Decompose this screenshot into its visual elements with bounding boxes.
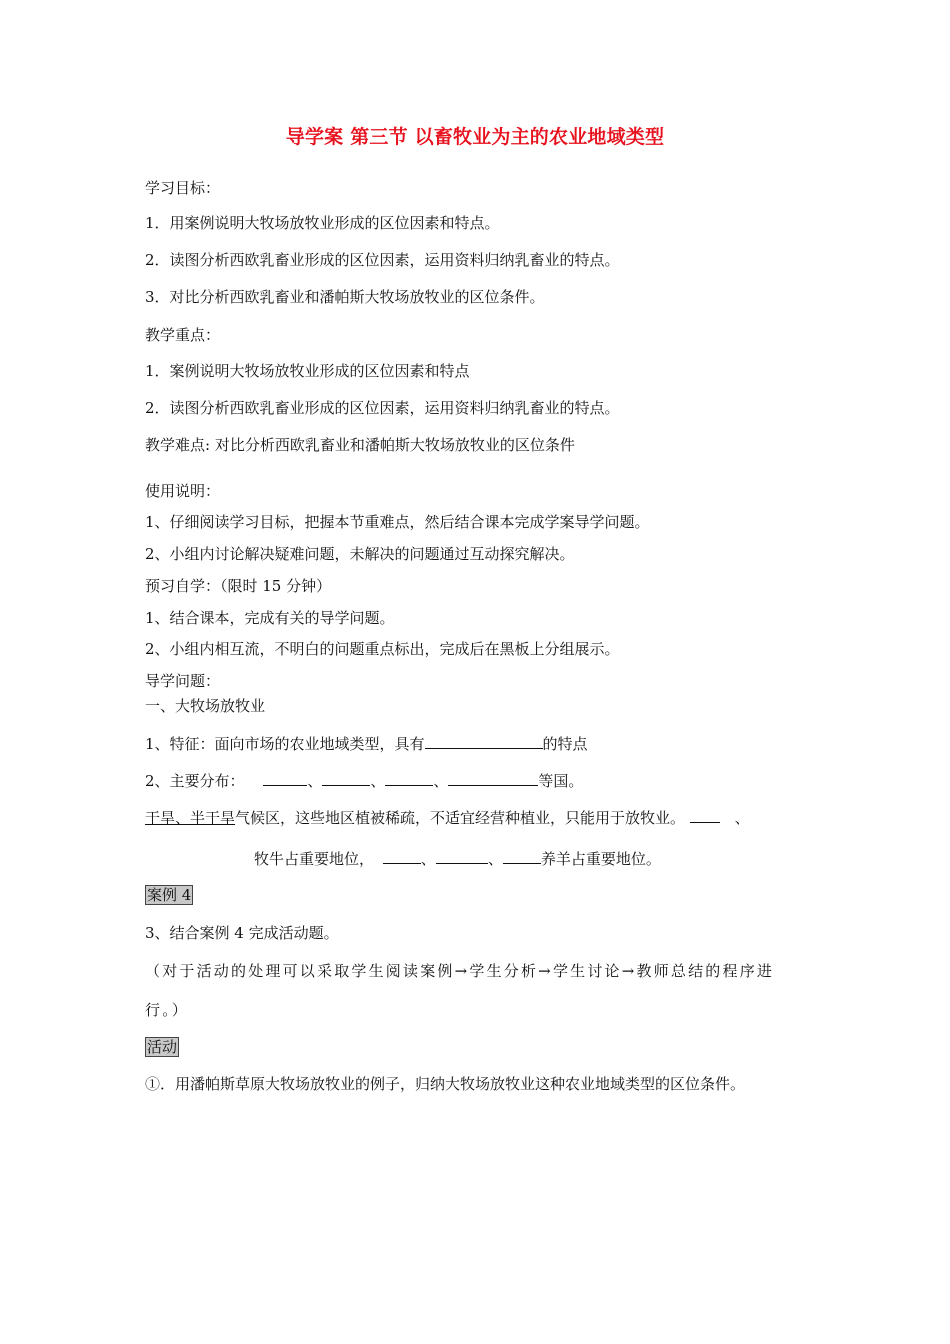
livestock-blank-1[interactable] [383,847,421,864]
feature-text-end: 的特点 [542,735,588,753]
activity-label: 活动 [147,1038,178,1056]
usage-item: 1、仔细阅读学习目标，把握本节重难点，然后结合课本完成学案导学问题。 [145,513,650,531]
arid-blank[interactable] [690,806,720,823]
sheep-text: 养羊占重要地位。 [540,850,661,868]
separator: 、 [734,809,750,827]
activity-note: （对于活动的处理可以采取学生阅读案例→学生分析→学生讨论→教师总结的程序进 [145,962,775,980]
separator: 、 [307,772,323,790]
distribution-question [145,769,583,791]
feature-answer-blank[interactable] [425,732,543,749]
distribution-blank-3[interactable] [385,769,433,786]
objectives-heading: 学习目标： [145,179,221,197]
section-heading: 一、大牧场放牧业 [145,697,266,715]
separator: 、 [433,772,449,790]
cattle-text: 牧牛占重要地位， [254,850,375,868]
feature-text: 1、特征：面向市场的农业地域类型，具有 [145,735,425,753]
separator: 、 [370,772,386,790]
guide-heading: 导学问题： [145,672,221,690]
key-points-heading: 教学重点： [145,326,221,344]
question-3: 3、结合案例 4 完成活动题。 [145,924,339,942]
arid-climate-term: 干旱、半干旱 [145,809,236,827]
activity-label-line [145,1037,179,1057]
feature-question [145,732,588,754]
activity-note-cont: 行。） [145,1001,190,1019]
separator: 、 [487,850,503,868]
preview-item: 2、小组内相互流，不明白的问题重点标出，完成后在黑板上分组展示。 [145,640,620,658]
page-title: 导学案 第三节 以畜牧业为主的农业地域类型 [285,126,665,148]
separator: 、 [420,850,436,868]
livestock-blank-3[interactable] [503,847,541,864]
key-point-item: 2．读图分析西欧乳畜业形成的区位因素，运用资料归纳乳畜业的特点。 [145,399,620,417]
livestock-blank-2[interactable] [436,847,488,864]
activity-question-1: ①．用潘帕斯草原大牧场放牧业的例子，归纳大牧场放牧业这种农业地域类型的区位条件。 [145,1075,746,1093]
objective-item: 3．对比分析西欧乳畜业和潘帕斯大牧场放牧业的区位条件。 [145,288,545,306]
usage-item: 2、小组内讨论解决疑难问题，未解决的问题通过互动探究解决。 [145,545,575,563]
arid-climate-line [145,806,750,828]
preview-item: 1、结合课本，完成有关的导学问题。 [145,609,395,627]
distribution-blank-4[interactable] [448,769,538,786]
usage-heading: 使用说明： [145,482,221,500]
case-label-line [145,885,193,905]
case-label: 案例 4 [147,886,192,904]
key-point-item: 1．案例说明大牧场放牧业形成的区位因素和特点 [145,362,470,380]
difficulty-line: 教学难点: 对比分析西欧乳畜业和潘帕斯大牧场放牧业的区位条件 [145,436,575,454]
arid-climate-text: 气候区，这些地区植被稀疏，不适宜经营种植业，只能用于放牧业。 [235,809,686,827]
distribution-text-end: 等国。 [538,772,584,790]
objective-item: 1．用案例说明大牧场放牧业形成的区位因素和特点。 [145,214,500,232]
distribution-text: 2、主要分布： [145,772,245,790]
objective-item: 2．读图分析西欧乳畜业形成的区位因素，运用资料归纳乳畜业的特点。 [145,251,620,269]
preview-heading: 预习自学：（限时 15 分钟） [145,577,332,595]
distribution-blank-1[interactable] [263,769,307,786]
distribution-blank-2[interactable] [322,769,370,786]
livestock-line [254,847,661,869]
